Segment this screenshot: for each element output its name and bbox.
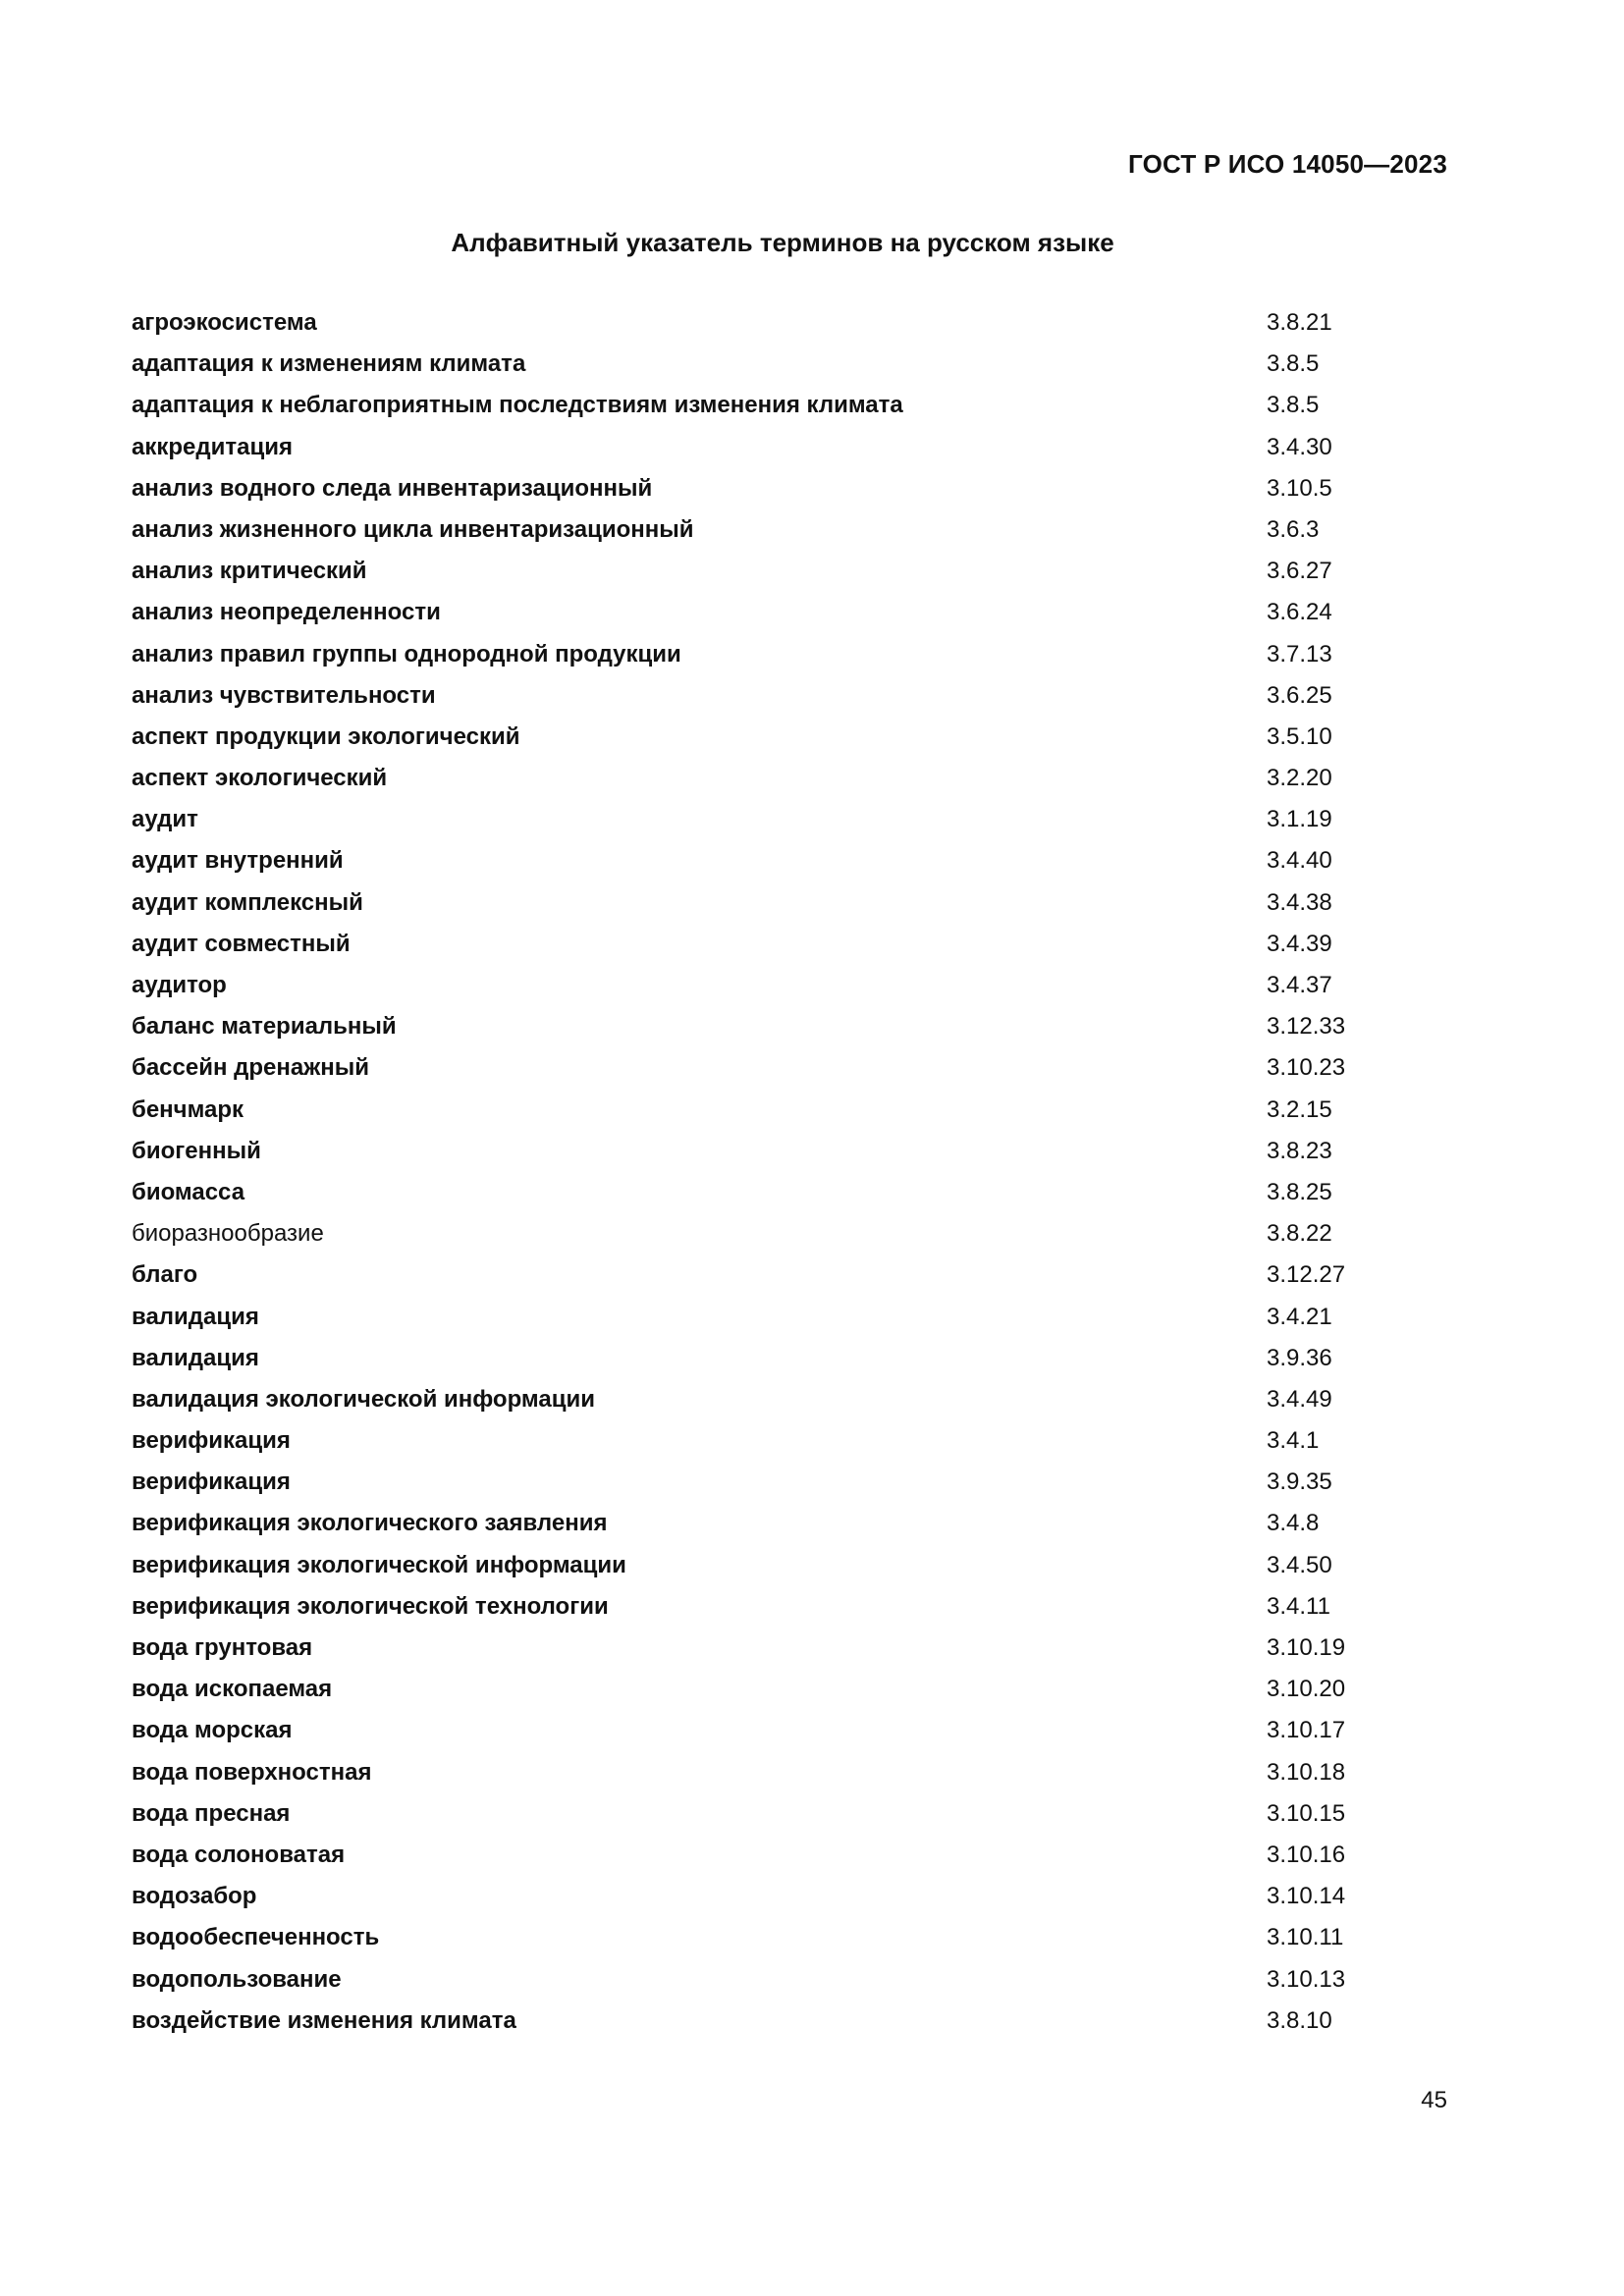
index-entry xyxy=(132,592,1369,633)
index-entry xyxy=(132,1172,1369,1213)
index-entry xyxy=(132,1710,1369,1751)
index-term: верификация экологического заявления xyxy=(132,1510,608,1537)
index-term: аккредитация xyxy=(132,433,293,460)
index-reference: 3.8.5 xyxy=(1267,392,1320,419)
index-entry xyxy=(132,1503,1369,1544)
index-term: аспект продукции экологический xyxy=(132,722,520,750)
index-reference: 3.8.22 xyxy=(1267,1220,1332,1248)
index-entry xyxy=(132,1545,1369,1586)
index-reference: 3.1.19 xyxy=(1267,806,1332,833)
index-reference: 3.2.15 xyxy=(1267,1095,1332,1123)
index-reference: 3.4.21 xyxy=(1267,1303,1332,1330)
index-reference: 3.10.19 xyxy=(1267,1634,1346,1661)
index-entry xyxy=(132,1793,1369,1835)
document-header: ГОСТ Р ИСО 14050—2023 xyxy=(1127,149,1447,179)
index-entry xyxy=(132,675,1369,717)
index-entry xyxy=(132,758,1369,799)
index-reference: 3.10.5 xyxy=(1267,474,1332,502)
index-term: водообеспеченность xyxy=(132,1924,380,1951)
index-entry xyxy=(132,1959,1369,2001)
index-entry xyxy=(132,551,1369,592)
index-entry xyxy=(132,344,1369,385)
index-entry xyxy=(132,634,1369,675)
index-reference: 3.8.5 xyxy=(1267,350,1320,378)
index-term: аудит xyxy=(132,806,198,833)
index-term: анализ чувствительности xyxy=(132,681,436,709)
index-reference: 3.10.16 xyxy=(1267,1841,1346,1868)
index-entry xyxy=(132,1047,1369,1089)
index-entry xyxy=(132,1297,1369,1338)
index-entry xyxy=(132,1628,1369,1669)
index-entry xyxy=(132,1835,1369,1876)
index-reference: 3.4.11 xyxy=(1267,1592,1330,1620)
index-reference: 3.6.3 xyxy=(1267,515,1320,543)
index-term: верификация xyxy=(132,1468,291,1496)
index-term: валидация экологической информации xyxy=(132,1385,595,1413)
index-term: вода грунтовая xyxy=(132,1634,313,1661)
index-reference: 3.8.25 xyxy=(1267,1178,1332,1205)
index-entry xyxy=(132,385,1369,426)
index-title: Алфавитный указатель терминов на русском языке xyxy=(451,228,1114,257)
index-reference: 3.10.15 xyxy=(1267,1799,1346,1827)
index-entry xyxy=(132,1379,1369,1420)
index-entry xyxy=(132,2001,1369,2042)
index-entry xyxy=(132,1669,1369,1710)
index-entry xyxy=(132,1255,1369,1296)
index-reference: 3.10.18 xyxy=(1267,1758,1346,1786)
index-term: вода морская xyxy=(132,1717,293,1744)
index-term: аспект экологический xyxy=(132,765,388,792)
index-reference: 3.4.30 xyxy=(1267,433,1332,460)
index-entry xyxy=(132,717,1369,758)
index-term: воздействие изменения климата xyxy=(132,2006,516,2034)
index-reference: 3.4.39 xyxy=(1267,930,1332,957)
index-term: бассейн дренажный xyxy=(132,1054,369,1082)
index-reference: 3.10.17 xyxy=(1267,1717,1346,1744)
index-term: аудит комплексный xyxy=(132,888,363,916)
index-reference: 3.4.38 xyxy=(1267,888,1332,916)
index-entry xyxy=(132,1338,1369,1379)
index-term: вода солоноватая xyxy=(132,1841,346,1868)
index-entry xyxy=(132,302,1369,344)
index-term: вода пресная xyxy=(132,1799,291,1827)
index-reference: 3.10.14 xyxy=(1267,1883,1346,1910)
index-entry xyxy=(132,468,1369,509)
index-reference: 3.9.36 xyxy=(1267,1344,1332,1371)
index-term: аудит совместный xyxy=(132,930,351,957)
index-term: анализ жизненного цикла инвентаризационный xyxy=(132,515,694,543)
index-reference: 3.10.23 xyxy=(1267,1054,1346,1082)
index-entry xyxy=(132,1586,1369,1628)
index-reference: 3.5.10 xyxy=(1267,722,1332,750)
index-entry xyxy=(132,1752,1369,1793)
index-term: адаптация к неблагоприятным последствиям изменения климата xyxy=(132,392,903,419)
index-reference: 3.8.21 xyxy=(1267,309,1332,336)
index-reference: 3.8.23 xyxy=(1267,1137,1332,1164)
index-term: адаптация к изменениям климата xyxy=(132,350,526,378)
index-entry xyxy=(132,1006,1369,1047)
index-entry xyxy=(132,1462,1369,1503)
index-reference: 3.10.13 xyxy=(1267,1965,1346,1993)
index-reference: 3.10.11 xyxy=(1267,1924,1344,1951)
index-entry xyxy=(132,924,1369,965)
index-term: биоразнообразие xyxy=(132,1220,324,1248)
index-entry xyxy=(132,1131,1369,1172)
index-term: аудитор xyxy=(132,972,227,998)
index-term: верификация xyxy=(132,1427,291,1455)
index-term: вода поверхностная xyxy=(132,1758,372,1786)
index-term: биогенный xyxy=(132,1137,261,1164)
index-term: анализ критический xyxy=(132,558,367,585)
index-reference: 3.8.10 xyxy=(1267,2006,1332,2034)
index-reference: 3.4.50 xyxy=(1267,1551,1332,1578)
index-reference: 3.4.37 xyxy=(1267,972,1332,998)
index-reference: 3.4.1 xyxy=(1267,1427,1320,1455)
index-reference: 3.7.13 xyxy=(1267,640,1332,667)
index-reference: 3.6.24 xyxy=(1267,599,1332,626)
index-term: валидация xyxy=(132,1344,259,1371)
index-reference: 3.10.20 xyxy=(1267,1676,1346,1703)
index-term: водозабор xyxy=(132,1883,257,1910)
index-entry xyxy=(132,1876,1369,1917)
page-number: 45 xyxy=(1421,2087,1447,2113)
index-term: благо xyxy=(132,1261,198,1289)
index-reference: 3.9.35 xyxy=(1267,1468,1332,1496)
index-term: верификация экологической технологии xyxy=(132,1592,609,1620)
index-reference: 3.2.20 xyxy=(1267,765,1332,792)
term-index-list xyxy=(132,302,1369,2042)
index-entry xyxy=(132,1420,1369,1462)
index-entry xyxy=(132,1917,1369,1958)
index-entry xyxy=(132,799,1369,840)
index-reference: 3.4.40 xyxy=(1267,847,1332,875)
index-entry xyxy=(132,840,1369,881)
index-entry xyxy=(132,427,1369,468)
index-term: баланс материальный xyxy=(132,1013,397,1041)
index-reference: 3.4.49 xyxy=(1267,1385,1332,1413)
index-reference: 3.6.25 xyxy=(1267,681,1332,709)
index-reference: 3.12.33 xyxy=(1267,1013,1346,1041)
index-entry xyxy=(132,965,1369,1006)
index-entry xyxy=(132,1213,1369,1255)
index-entry xyxy=(132,509,1369,551)
index-term: вода ископаемая xyxy=(132,1676,333,1703)
index-term: бенчмарк xyxy=(132,1095,244,1123)
index-term: биомасса xyxy=(132,1178,245,1205)
index-term: водопользование xyxy=(132,1965,342,1993)
index-term: верификация экологической информации xyxy=(132,1551,626,1578)
index-term: анализ правил группы однородной продукции xyxy=(132,640,681,667)
index-reference: 3.12.27 xyxy=(1267,1261,1346,1289)
index-term: анализ водного следа инвентаризационный xyxy=(132,474,653,502)
index-reference: 3.4.8 xyxy=(1267,1510,1320,1537)
index-term: аудит внутренний xyxy=(132,847,344,875)
index-entry xyxy=(132,1090,1369,1131)
index-term: анализ неопределенности xyxy=(132,599,441,626)
index-entry xyxy=(132,882,1369,924)
index-reference: 3.6.27 xyxy=(1267,558,1332,585)
index-term: валидация xyxy=(132,1303,259,1330)
index-term: агроэкосистема xyxy=(132,309,317,336)
